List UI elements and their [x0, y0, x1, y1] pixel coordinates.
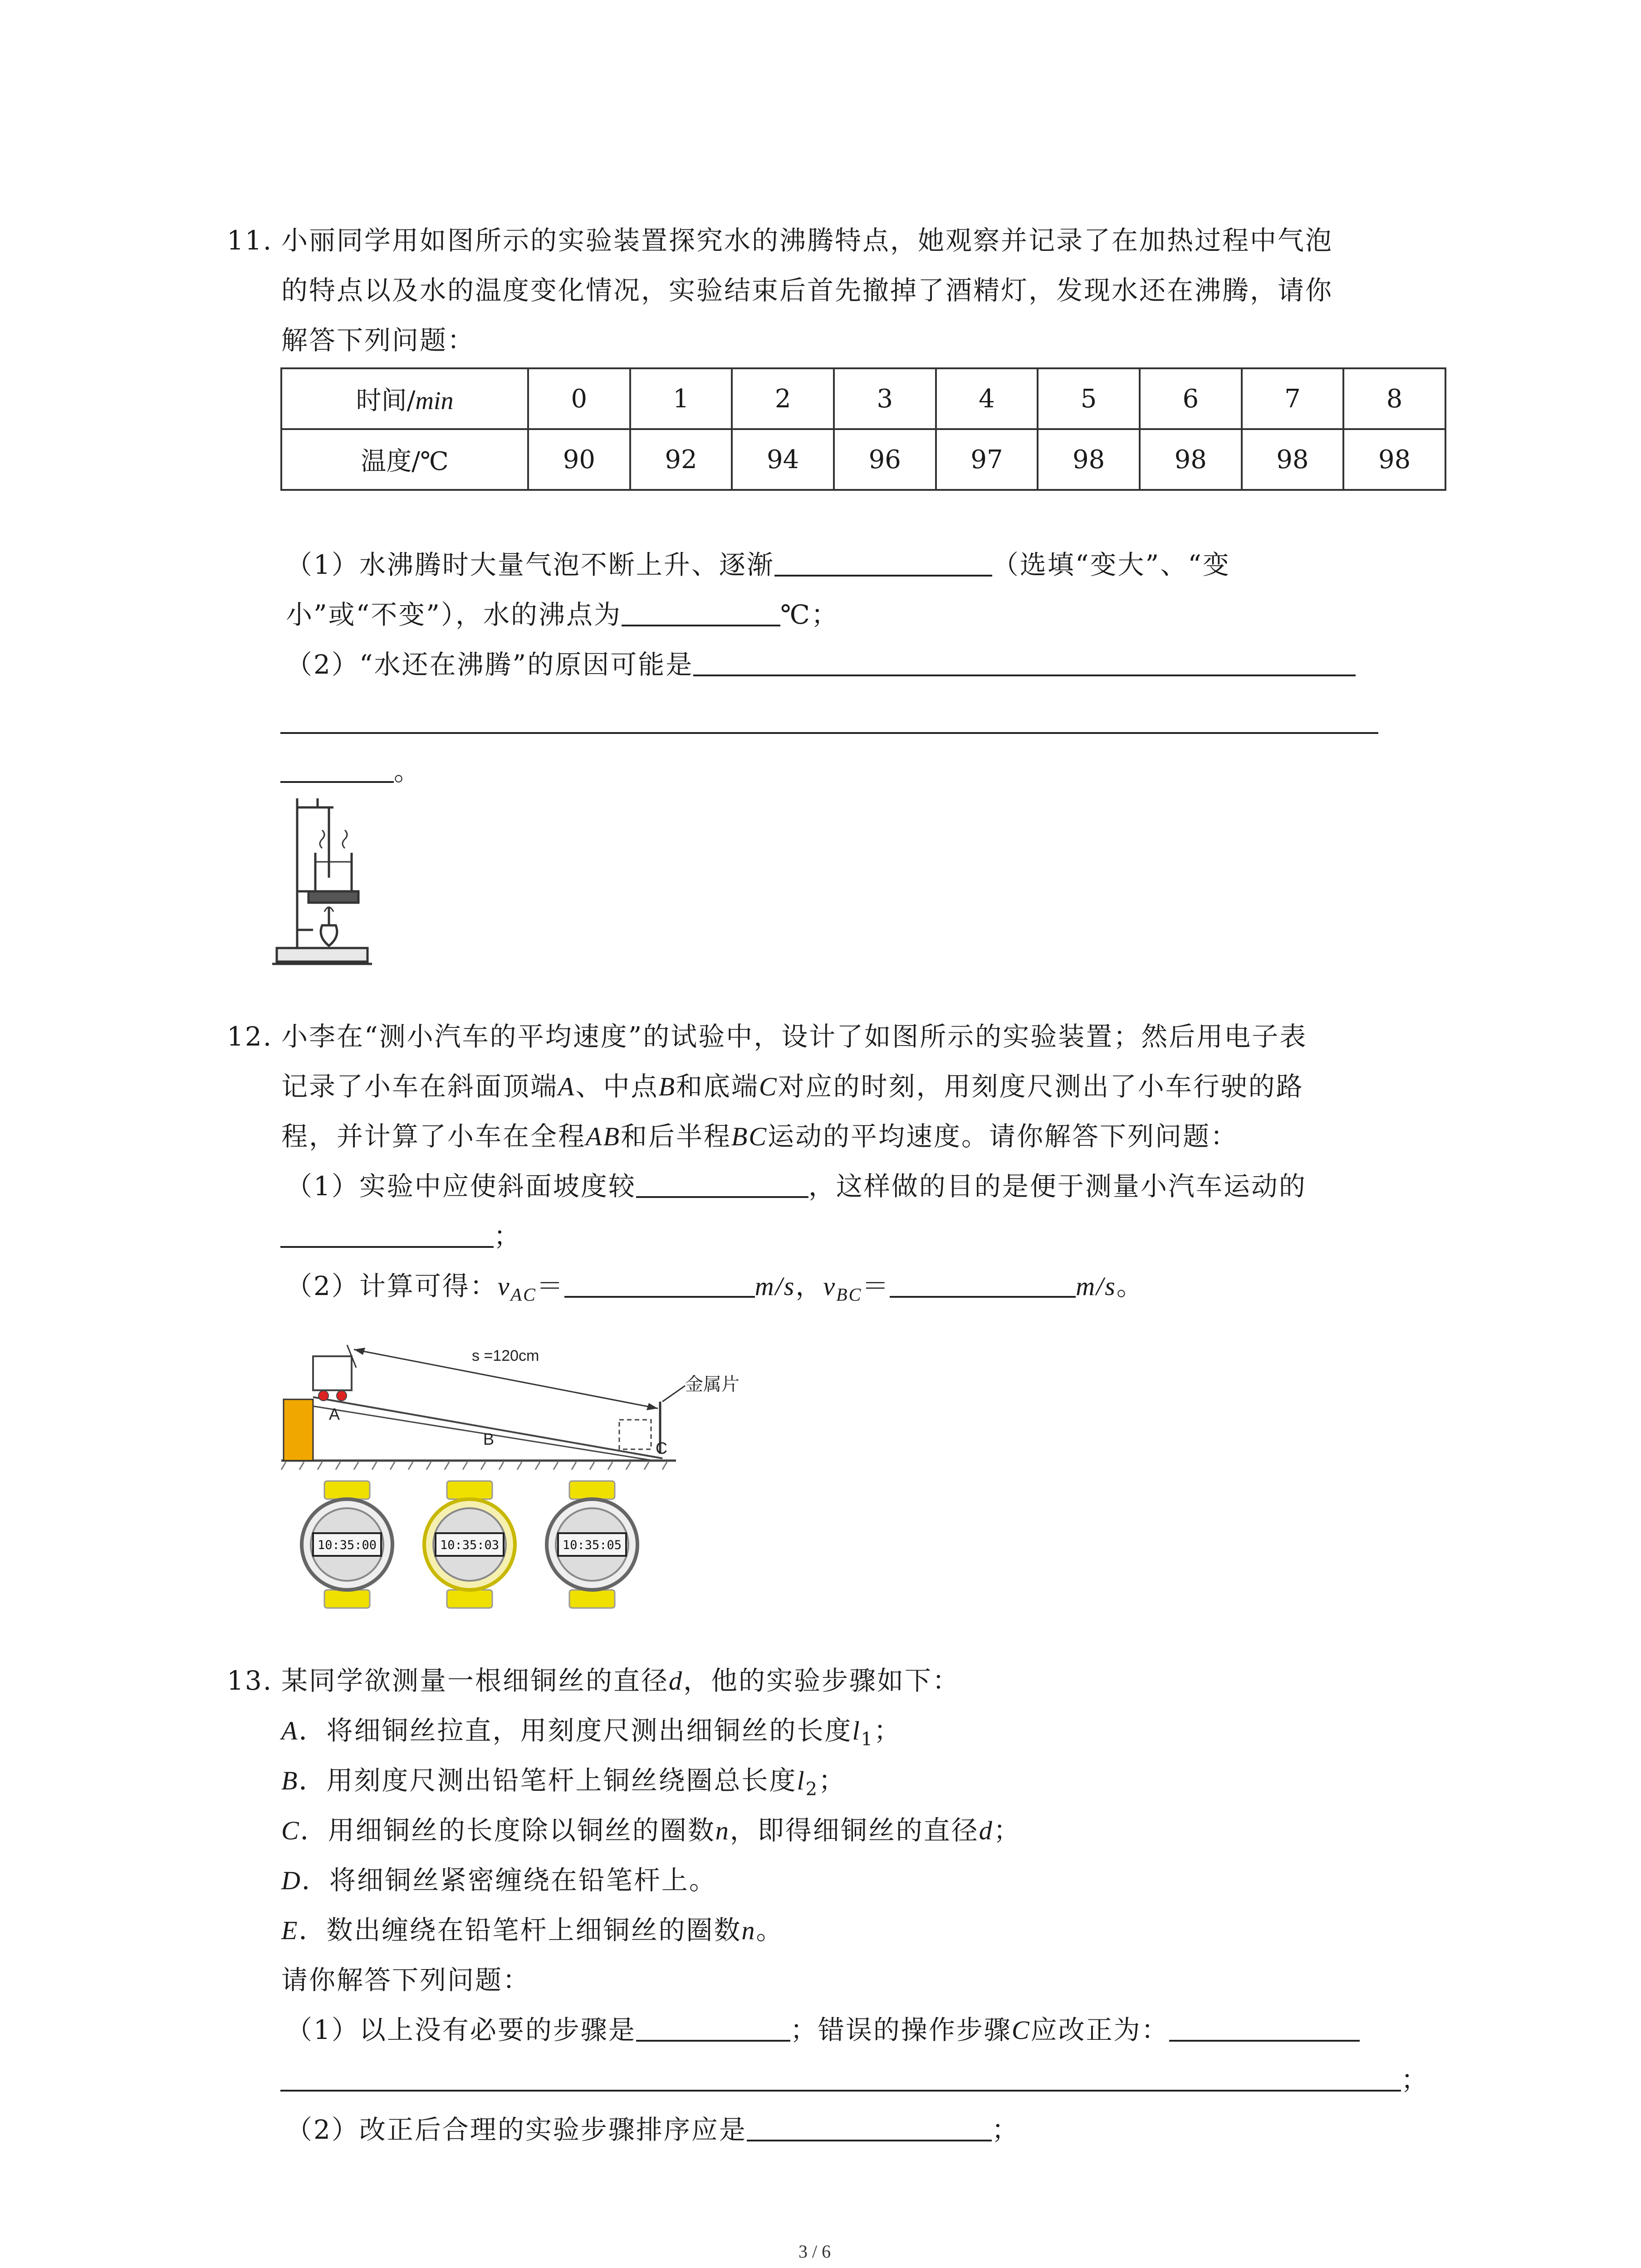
- answer-line[interactable]: [280, 732, 1378, 734]
- q13-part2: （2）改正后合理的实验步骤排序应是 ；: [286, 2112, 1019, 2148]
- point-a-label: A: [329, 1405, 340, 1423]
- answer-blank[interactable]: [1169, 2013, 1360, 2042]
- table-cell: 4: [936, 368, 1038, 429]
- temperature-table: [280, 367, 1446, 491]
- answer-blank[interactable]: [693, 647, 1356, 676]
- q11-stem-line3: 解答下列问题：: [281, 325, 475, 356]
- table-cell: 96: [834, 429, 936, 490]
- table-cell: 98: [1140, 429, 1242, 490]
- q11-number: 11.: [227, 225, 273, 256]
- answer-blank[interactable]: [280, 754, 394, 783]
- q13-ask: 请你解答下列问题：: [281, 1965, 531, 1995]
- table-cell: 94: [732, 429, 834, 490]
- q12-stem-line2: 记录了小车在斜面顶端A、中点B和底端C对应的时刻，用刻度尺测出了小车行驶的路: [281, 1071, 1304, 1102]
- table-cell: 97: [936, 429, 1038, 490]
- clock-time: 10:35:05: [562, 1538, 622, 1552]
- table-cell: 1: [630, 368, 732, 429]
- table-header-temp: 温度/℃: [281, 429, 528, 490]
- answer-blank[interactable]: [622, 597, 780, 626]
- q13-stem: 某同学欲测量一根细铜丝的直径d，他的实验步骤如下：: [281, 1665, 960, 1696]
- distance-label: s =120cm: [472, 1347, 539, 1364]
- q12-stem-line1: 小李在“测小汽车的平均速度”的试验中，设计了如图所示的实验装置；然后用电子表: [281, 1021, 1308, 1052]
- answer-blank[interactable]: [747, 2112, 992, 2141]
- q13-step-c: C．用细铜丝的长度除以铜丝的圈数n，即得细铜丝的直径d；: [281, 1815, 1021, 1846]
- q11-stem-line2: 的特点以及水的温度变化情况，实验结束后首先撤掉了酒精灯，发现水还在沸腾，请你: [281, 275, 1333, 306]
- incline-figure: [277, 1318, 780, 1481]
- table-cell: 0: [528, 368, 630, 429]
- answer-blank[interactable]: [564, 1269, 755, 1298]
- page-number: 3 / 6: [798, 2241, 831, 2262]
- q11-part2-line1: （2）“水还在沸腾”的原因可能是: [286, 646, 1356, 683]
- q13-number: 13.: [227, 1665, 273, 1696]
- q13-part1-line2: ；: [280, 2062, 1429, 2098]
- q12-number: 12.: [227, 1021, 273, 1052]
- q13-step-d: D．将细铜丝紧密缠绕在铅笔杆上。: [281, 1865, 717, 1896]
- stopwatch-icon: [302, 1481, 392, 1608]
- point-c-label: C: [656, 1439, 667, 1457]
- table-cell: 8: [1343, 368, 1445, 429]
- q11-part2-line3: 。: [280, 753, 421, 789]
- table-cell: 7: [1242, 368, 1344, 429]
- table-cell: 98: [1038, 429, 1140, 490]
- q13-part1-line1: （1）以上没有必要的步骤是 ；错误的操作步骤C应改正为：: [286, 2012, 1360, 2048]
- q12-part1-line2: ；: [280, 1218, 521, 1254]
- q12-part1-line1: （1）实验中应使斜面坡度较 ，这样做的目的是便于测量小汽车运动的: [286, 1168, 1307, 1204]
- stopwatch-icon: [424, 1481, 515, 1608]
- answer-blank[interactable]: [774, 547, 992, 577]
- metal-plate-label: 金属片: [685, 1374, 740, 1394]
- q11-stem-line1: 小丽同学用如图所示的实验装置探究水的沸腾特点，她观察并记录了在加热过程中气泡: [281, 225, 1333, 256]
- q13-step-b: B．用刻度尺测出铅笔杆上铜丝绕圈总长度$l_2$；: [281, 1765, 847, 1800]
- table-row: [281, 368, 1445, 429]
- q12-stem-line3: 程，并计算了小车在全程AB和后半程BC运动的平均速度。请你解答下列问题：: [281, 1121, 1239, 1152]
- table-row: [281, 429, 1445, 490]
- q11-part1-line2: 小”或“不变”），水的沸点为 ℃；: [286, 596, 839, 633]
- table-cell: 6: [1140, 368, 1242, 429]
- table-cell: 3: [834, 368, 936, 429]
- table-header-time: 时间/min: [281, 368, 528, 429]
- table-cell: 98: [1242, 429, 1344, 490]
- answer-blank[interactable]: [636, 2013, 790, 2042]
- table-cell: 90: [528, 429, 630, 490]
- q13-step-a: A．将细铜丝拉直，用刻度尺测出细铜丝的长度$l_1$；: [281, 1715, 902, 1750]
- answer-blank[interactable]: [280, 1219, 494, 1248]
- table-cell: 2: [732, 368, 834, 429]
- table-cell: 98: [1343, 429, 1445, 490]
- answer-blank[interactable]: [890, 1269, 1076, 1298]
- answer-blank[interactable]: [280, 2063, 1401, 2092]
- table-cell: 5: [1038, 368, 1140, 429]
- clock-time: 10:35:00: [317, 1538, 377, 1552]
- stopwatch-icon: [547, 1481, 637, 1608]
- q13-step-e: E．数出缠绕在铅笔杆上细铜丝的圈数n。: [281, 1915, 784, 1945]
- stopwatches-figure: [299, 1476, 662, 1613]
- answer-blank[interactable]: [636, 1169, 808, 1198]
- table-cell: 92: [630, 429, 732, 490]
- point-b-label: B: [483, 1430, 495, 1448]
- clock-time: 10:35:03: [440, 1538, 500, 1552]
- q12-part2: （2）计算可得：$v_{AC}= m/s$，$v_{BC}= m/s$。: [286, 1268, 1144, 1313]
- boiling-apparatus-figure: [272, 789, 408, 971]
- q11-part1-line1: （1）水沸腾时大量气泡不断上升、逐渐 （选填“变大”、“变: [286, 547, 1230, 583]
